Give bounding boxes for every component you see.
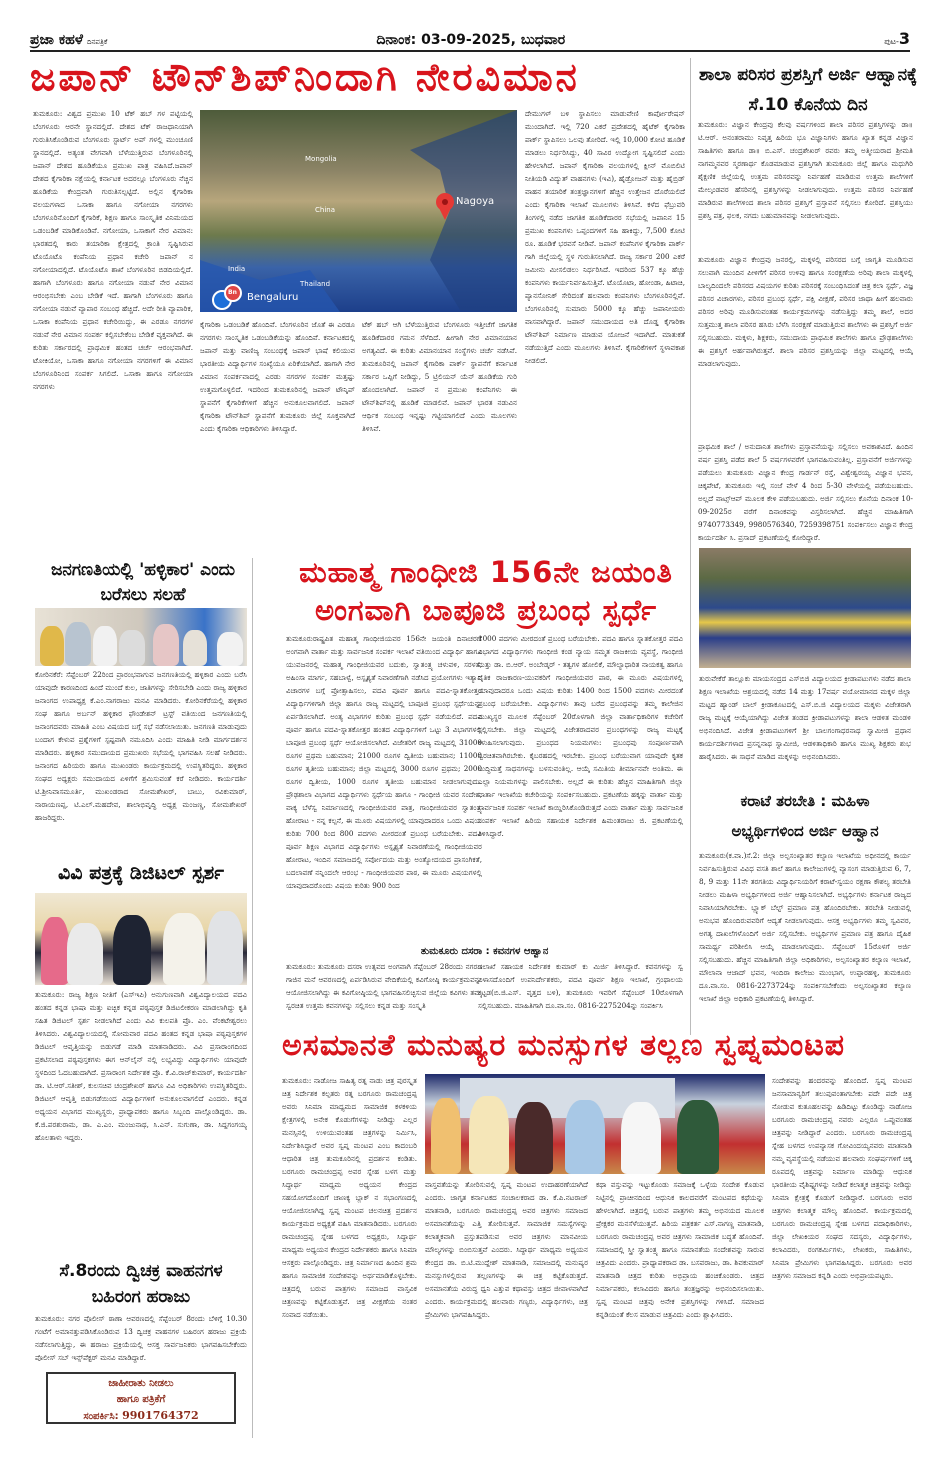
ocean-shape <box>410 110 517 312</box>
article-gandhi-col1: ತುಮಕೂರುರಾಷ್ಟ್ರಪಿತ ಮಹಾತ್ಮ ಗಾಂಧೀಜಿಯವರ 156ನೇ ಜಯಂತಿ ದಿನಾಚರಣೆ ಅಂಗವಾಗಿ ವಾರ್ತಾ ಮತ್ತು ಸಾರ್ವಜನಿಕ ಸಂಪರ್ಕ ಇಲಾಖೆ ವತಿಯಿಂದ ವಿದ್ಯಾರ್ಥಿ ಹಾಗೂ ಯುವಜನರಲ್ಲಿ ಮಹಾತ್ಮ ಗಾಂಧೀಜಿಯವರ ಬದುಕು, ಸ್ವಾತಂತ್ರ್ಯ ಚಳುವಳಿ, ಸರಳತೆ, ಅಹಿಂಸಾ ಮಾರ್ಗ, ಸಹಬಾಳ್ವೆ, ಅಸ್ಪೃಶ್ಯತೆ ನಿವಾರಣೆಗಾಗಿ ನಡೆಸಿದ ಪ್ರಯೋಗಗಳು ಇತ್ಯಾದಿ ವಿಚಾರಗಳ ಬಗ್ಗೆ ಪ್ರೋತ್ಸಾಹಿಸಲು, ಪದವಿ ಪೂರ್ವ ಹಾಗೂ ಪದವಿ-ಸ್ನಾತಕೋತ್ತರ ವಿದ್ಯಾರ್ಥಿಗಳಿಗಾಗಿ ಜಿಲ್ಲಾ ಹಾಗೂ ರಾಜ್ಯ ಮಟ್ಟದಲ್ಲಿ ಬಾಪೂಜಿ ಪ್ರಬಂಧ ಸ್ಪರ್ಧೆಯನ್ನು ಏರ್ಪಡಿಸಲಾಗಿದೆ. ಅಂತ್ಯ ವಿಭಾಗಗಳ ಕುರಿತು ಪ್ರಬಂಧ ಸ್ಪರ್ಧೆ ನಡೆಯಲಿದೆ. ಪದವಿ ಪೂರ್ವ ಹಾಗೂ ಪದವಿ-ಸ್ನಾತಕೋತ್ತರ ಹಂತದ ವಿದ್ಯಾರ್ಥಿಗಳಿಗೆ ಒಟ್ಟು 3 ವಿಭಾಗಗಳಲ್ಲಿ ಬಾಪೂಜಿ ಪ್ರಬಂಧ ಸ್ಪರ್ಧೆ ಆಯೋಜಿಸಲಾಗಿದೆ. ವಿಜೇತರಿಗೆ ರಾಜ್ಯ ಮಟ್ಟದಲ್ಲಿ 31000 ರೂಗಳ ಪ್ರಥಮ ಬಹುಮಾನ; 21000 ರೂಗಳ ದ್ವಿತೀಯ ಬಹುಮಾನ; 11000 ರೂಗಳ ತೃತೀಯ ಬಹುಮಾನ; ಜಿಲ್ಲಾ ಮಟ್ಟದಲ್ಲಿ 3000 ರೂಗಳ ಪ್ರಥಮ; 2000 ರೂಗಳ ದ್ವಿತೀಯ, 1000 ರೂಗಳ ತೃತೀಯ ಬಹುಮಾನ ನೀಡಲಾಗುವುದು. ಪ್ರೌಢಶಾಲಾ ವಿಭಾಗದ ವಿದ್ಯಾರ್ಥಿಗಳು ಸ್ಪರ್ಧೆಯ ಹಾಗೂ - ಗಾಂಧೀಜಿ ಯವರ ಸಂದೇಶ, ವಾಕ್ಯ ಬೆಳೆಸ್ವ ನಿರ್ಮಾಣದಲ್ಲಿ ಗಾಂಧೀಜಿಯವರ ಪಾತ್ರ, ಗಾಂಧೀಜಿಯವರ ಸ್ವಾತಂತ್ರ್ಯ ಹೋರಾಟ - ನನ್ನ ಕಲ್ಪನೆ, ಈ ಮೂರು ವಿಷಯಗಳಲ್ಲಿ ಯಾವುದಾದರೂ ಒಂದು ವಿಷಯ ಕುರಿತು 700 ರಿಂದ 800 ಪದಗಳು ಮೀರದಂತೆ ಪ್ರಬಂಧ ಬರೆಯಬೇಕು. ಪದವಿ ಪೂರ್ವ ಶಿಕ್ಷಣ ವಿಭಾಗದ ವಿದ್ಯಾರ್ಥಿಗಳು ಅಸ್ಪೃಶ್ಯತೆ ನಿವಾರಣೆಯಲ್ಲಿ ಗಾಂಧೀಜಿಯವರ ಹೋರಾಟ, ಇಂದಿನ ಸಮಾಜದಲ್ಲಿ ಸರ್ವೋದಯ ಮತ್ತು ಅಂತ್ಯೋದಯದ ಪ್ರಾಸಂಗಿಕತೆ, ಬದಲಾವಣೆ ನನ್ನಿಂದಲೇ ಆರಂಭ - ಗಾಂಧೀಜಿಯವರ ಪಾಠ, ಈ ಮೂರು ವಿಷಯಗಳಲ್ಲಿ ಯಾವುದಾದರೊಂದು ವಿಷಯ ಕುರಿತು 900 ರಿಂದ <box>286 634 482 890</box>
article-hallikara-body: ಕೋರಿನಕೆರೆ: ಸೆಪ್ಟೆಂಬರ್ 22ರಿಂದ ಪ್ರಾರಂಭವಾಗುವ ಜನಗಣತಿಯಲ್ಲಿ ಹಳ್ಳಿಕಾರ ಎಂದು ಬರೆಸಿ ಯಾವುದೇ ಕಾರಣದಿಂದ ಹಿಂದೆ ಮುಂದೆ ಕುಲ, ಜಾತಿಗಳನ್ನು ಸೇರಿಸಬೇಡಿ ಎಂದು ರಾಜ್ಯ ಹಳ್ಳಿಕಾರ ಜನಾಂಗದ ಉಪಾಧ್ಯಕ್ಷ ಕೆ.ಎಂ.ನಾಗರಾಜು ಮನವಿ ಮಾಡಿದರು. ಕೋರಿನಕೆರೆಯಲ್ಲಿ ಹಳ್ಳಿಕಾರ ಸಂಘ ಹಾಗೂ ಅರ್ಬನ್ ಹಳ್ಳಿಕಾರ ಫೌಂಡೇಶನ್ ಟ್ರಸ್ಟ್ ವತಿಯಿಂದ ಜನಗಣತಿಯಲ್ಲಿ ಜನಾಂಗದವರು ಮಾಹಿತಿ ಎಂಬ ವಿಷಯದ ಬಗ್ಗೆ ಸಭೆ ನಡೆಸಲಾಯಿತು. ಜನಗಣತಿ ಮಾಡುವುದು ಬಂದಾಗ ಕೇಳುವ ಪ್ರಶ್ನೆಗಳಿಗೆ ಸ್ಪಷ್ಟವಾಗಿ ನಮೂದಿಸಿ ಎಂದು ಮಾಹಿತಿ ನೀಡಿ ಮಾರ್ಗದರ್ಶನ ಮಾಡಿದರು. ಹಳ್ಳಿಕಾರ ಸಮುದಾಯದ ಪ್ರಮುಖರು ಸಭೆಯಲ್ಲಿ ಭಾಗವಹಿಸಿ ಸಲಹೆ ನೀಡಿದರು. ಜನಾಂಗದ ಹಿರಿಯರು ಹಾಗೂ ಮುಖಂಡರು ಕಾರ್ಯಕ್ರಮದಲ್ಲಿ ಉಪಸ್ಥಿತರಿದ್ದರು. ಹಳ್ಳಿಕಾರ ಸಂಘದ ಅಧ್ಯಕ್ಷರು ಸಮುದಾಯದ ಏಳಿಗೆಗೆ ಶ್ರಮಿಸುವಂತೆ ಕರೆ ನೀಡಿದರು. ಕಾರ್ಯದರ್ಶಿ ಟಿ.ಶ್ರೀನಿವಾಸಮೂರ್ತಿ, ಮುಖಂಡರಾದ ಸೋಮಶೇಖರ್, ಬಾಬು, ರವಿಕುಮಾರ್, ನಾರಾಯಣಪ್ಪ, ಟಿ.ಎಲ್.ಮಹದೇವ, ಶಾಲಾಭಿವೃದ್ಧಿ ಅಧ್ಯಕ್ಷ ಮಂಜಣ್ಣ, ಸೋಮಶೇಖರ್ ಹಾಜರಿದ್ದರು. <box>35 670 247 822</box>
headline-japan: ಜಪಾನ್ ಟೌನ್‌ಶಿಪ್‌ನಿಂದಾಗಿ ನೇರವಿಮಾನ <box>30 55 580 99</box>
newspaper-brand <box>30 32 107 48</box>
photo-hallikara-meeting <box>35 608 247 666</box>
column-divider <box>252 558 253 1438</box>
ad-line2: ಹಾಗೂ ಪತ್ರಿಕೆಗೆ <box>116 1394 166 1405</box>
headline-digital-touch: ವಿವಿ ಪತ್ರಕ್ಕೆ ಡಿಜಿಟಲ್ ಸ್ಪರ್ಶ <box>58 862 224 884</box>
headline-karate-line2: ಅಭ್ಯರ್ಥಿಗಳಿಂದ ಅರ್ಜಿ ಆಹ್ವಾನ <box>731 822 879 840</box>
ad-line1: ಜಾಹೀರಾತು ನೀಡಲು <box>108 1378 174 1389</box>
masthead <box>30 30 910 52</box>
map-label-mongolia: Mongolia <box>305 155 337 163</box>
article-dasara-col2: ಇಲಾಖೆ ಸಹಾಯಕ ನಿರ್ದೇಶಕ ಕುಮಾರ್ ಕು ಮಿರ್ಜಿ ತಿಳಿಸಿದ್ದಾರೆ. ಕವನಗಳನ್ನು ಸ್ವ ವಿಳಾಸದೊಂದಿಗೆ ಉಪನಿರ್ದೇಶಕರು, ಪದವಿ ಪೂರ್ವ ಶಿಕ್ಷಣ ಇಲಾಖೆ, ಗ್ರಂಥಾಲಯ ಕಟ್ಟಡ(ಬಿ.ಜಿ.ಎಸ್. ವೃತ್ತದ ಬಳಿ), ತುಮಕೂರು ಇವರಿಗೆ ಸೆಪ್ಟೆಂಬರ್ 10ರೊಳಗಾಗಿ ಸಲ್ಲಿಸಬಹುದು. ಮಾಹಿತಿಗಾಗಿ ದೂ.ವಾ.ಸಂ. 0816-2275204ನ್ನು ಸಂಪರ್ಕಿಸಿ <box>478 962 683 1010</box>
article-japan-col4: ದೇಮುಗಳ್ ಬಳಿ ಸ್ಥಾಪಿಸಲು ಮಾಡುವೇಣಿ ಕಾರ್ಪೋರೇಷನ್ ಮುಂದಾಗಿದೆ. ಇಲ್ಲಿ 720 ಎಕರೆ ಪ್ರದೇಶದಲ್ಲಿ ಹೈಟೆಕ್ ಕೈಗಾರಿಕಾ ಪಾರ್ಕ್ ಸ್ಥಾಪಿಸಲು ಒಲವು ತೋರಿದೆ. ಇಲ್ಲಿ 10,000 ಕೋಟಿ ಹೂಡಿಕೆ ಮಾಡಲು ನಿರ್ಧರಿಸಿದ್ದು, 40 ಸಾವಿರ ಉದ್ಯೋಗ ಸೃಷ್ಟಿಸಲಿದೆ ಎಂದು ಹೇಳಲಾಗಿದೆ. ಜಪಾನ್ ಕೈಗಾರಿಕಾ ವಲಯಗಳಲ್ಲಿ ಕ್ಲೀನ್ ಮೊಬಿಲಿಟಿ ನೀತಿಯಡಿ ವಿದ್ಯುತ್ ವಾಹನಗಳು (ಇವಿ), ಹೈಡ್ರೋಜನ್ ಮತ್ತು ಹೈಬ್ರಿಡ್ ವಾಹನ ತಯಾರಿಕೆ ತಂತ್ರಜ್ಞಾನಗಳಿಗೆ ಹೆಚ್ಚಿನ ಉತ್ತೇಜನ ದೊರೆಯಲಿದೆ ಎಂದು ಕೈಗಾರಿಕಾ ಇಲಾಖೆ ಮೂಲಗಳು ತಿಳಿಸಿವೆ. ಕಳೆದ ಫೆಬ್ರುವರಿ ತಿಂಗಳಲ್ಲಿ ನಡೆದ ಜಾಗತಿಕ ಹೂಡಿಕೆದಾರರ ಸಭೆಯಲ್ಲಿ ಜಪಾನಿನ 15 ಪ್ರಮುಖ ಕಂಪನಿಗಳು ಒಪ್ಪಂದಗಳಿಗೆ ಸಹಿ ಹಾಕಿದ್ದು, 7,500 ಕೋಟಿ ರೂ. ಹೂಡಿಕೆ ಭರವಸೆ ನೀಡಿವೆ. ಜಪಾನ್ ಕಂಪೆನಿಗಳ ಕೈಗಾರಿಕಾ ಪಾರ್ಕ್ ಗಾಗಿ ಜಿಲ್ಲೆಯಲ್ಲಿ ಸ್ಥಳ ಗುರುತಿಸಲಾಗಿದೆ. ರಾಜ್ಯ ಸರ್ಕಾರ 200 ಎಕರೆ ಜಮೀನು ಮೀಸಲಿಡಲು ನಿರ್ಧರಿಸಿದೆ. ಇದರಿಂದ 537 ಕ್ಕೂ ಹೆಚ್ಚು ಕಂಪನಿಗಳು ಕಾರ್ಯನಿರ್ವಹಿಸುತ್ತಿವೆ. ಟೊಯೊಟಾ, ಹೋಂಡಾ, ಹಿಟಾಚಿ, ಪ್ಯಾನಸೋನಿಕ್ ಸೇರಿದಂತೆ ಹಲವಾರು ಕಂಪನಿಗಳು ಬೆಂಗಳೂರಿನಲ್ಲಿವೆ. ಬೆಂಗಳೂರಿನಲ್ಲಿ ಸುಮಾರು 5000 ಕ್ಕೂ ಹೆಚ್ಚು ಜಪಾನೀಯರು ವಾಸವಾಗಿದ್ದಾರೆ. ಜಪಾನ್ ಸಮುದಾಯದ ಅತಿ ದೊಡ್ಡ ಕೈಗಾರಿಕಾ ಟೌನ್‌ಶಿಪ್ ನಿರ್ಮಾಣ ಮಾಡುವ ಯೋಜನೆ ಇದಾಗಿದೆ. ಮಾತುಕತೆ ನಡೆಯುತ್ತಿದೆ ಎಂದು ಮೂಲಗಳು ತಿಳಿಸಿವೆ. ಕೈಗಾರಿಕೆಗಳಿಗೆ ಸ್ಥಳಾವಕಾಶ ನೀಡಲಿದೆ. <box>525 109 685 365</box>
ad-contact <box>48 1408 234 1425</box>
issue-date: ದಿನಾಂಕ: 03-09-2025, ಬುಧವಾರ <box>376 32 566 48</box>
headline-mantapa: ಅಸಮಾನತೆ ಮನುಷ್ಯರ ಮನಸ್ಸುಗಳ ತಲ್ಲಣ ಸ್ವಪ್ನಮಂಟಪ <box>282 1028 846 1063</box>
map-label-thailand: Thailand <box>300 280 331 288</box>
article-auction-body: ತುಮಕೂರು: ನಗರ ಪೊಲೀಸ್ ಠಾಣಾ ಆವರಣದಲ್ಲಿ ಸೆಪ್ಟೆಂಬರ್ 8ರಂದು ಬೆಳಿಗ್ಗೆ 10.30 ಗಂಟೆಗೆ ಅಮಾನತ್ತುಪಡಿಸಿಕೊಂಡಿರುವ 13 ದ್ವಿಚಕ್ರ ವಾಹನಗಳ ಬಹಿರಂಗ ಹರಾಜು ಪ್ರಕ್ರಿಯೆ ನಡೆಸಲಾಗುತ್ತಿದ್ದು, ಈ ಹರಾಜು ಪ್ರಕ್ರಿಯೆಯಲ್ಲಿ ಆಸಕ್ತ ಸಾರ್ವಜನಿಕರು ಭಾಗವಹಿಸಬೇಕೆಂದು ಪೊಲೀಸ್ ಸಬ್ ಇನ್ಸ್‌ಪೆಕ್ಟರ್ ಮನವಿ ಮಾಡಿದ್ದಾರೆ. <box>35 1314 247 1362</box>
article-japan-col2: ಕೈಗಾರಿಕಾ ಒಡಂಬಡಿಕೆ ಹೊಂದಿವೆ. ಬೆಂಗಳೂರಿನ ಜೊತೆ ಈ ಎರಡೂ ನಗರಗಳು ಸಾಂಸ್ಕೃತಿಕ ಒಡಂಬಡಿಕೆಯನ್ನು ಹೊಂದಿವೆ. ಕರ್ನಾಟಕದಲ್ಲಿ ಜಪಾನ್ ಮತ್ತು ವಾಣಿಜ್ಯ ಸಂಬಂಧಕ್ಕೆ ಜಪಾನ್ ಭಾಷೆ ಕಲಿಯುವ ಭಾರತೀಯ ವಿದ್ಯಾರ್ಥಿಗಳ ಸಂಖ್ಯೆಯೂ ಏರಿಕೆಯಾಗಿದೆ. ಹಾಗಾಗಿ ನೇರ ವಿಮಾನ ಸಂಪರ್ಕವಾದಲ್ಲಿ ಎರಡು ನಗರಗಳ ಸಂಪರ್ಕ ಮತ್ತಷ್ಟು ಉತ್ತಮಗೊಳ್ಳಲಿದೆ. ಇದರಿಂದ ತುಮಕೂರಿನಲ್ಲಿ ಜಪಾನ್ ಟೌನ್ಶಿಪ್ ಸ್ಥಾಪನೆಗೆ ಕೈಗಾರಿಕೆಗಳಿಗೆ ಹೆಚ್ಚಿನ ಅನುಕೂಲವಾಗಲಿದೆ. ಜಪಾನ್ ಕೈಗಾರಿಕಾ ಟೌನ್‌ಶಿಪ್ ಸ್ಥಾಪನೆಗೆ ತುಮಕೂರು ಜಿಲ್ಲೆ ಸೂಕ್ತವಾಗಿದೆ ಎಂದು ಕೈಗಾರಿಕಾ ಆಧಿಕಾರಿಗಳು ತಿಳಿಸಿದ್ದಾರೆ. <box>200 320 355 433</box>
headline-gandhi-line2: ಅಂಗವಾಗಿ ಬಾಪೂಜಿ ಪ್ರಬಂಧ ಸ್ಪರ್ಧೆ <box>314 593 658 627</box>
headline-school-award: ಶಾಲಾ ಪರಿಸರ ಪ್ರಶಸ್ತಿಗೆ ಅರ್ಜಿ ಆಹ್ವಾನಕ್ಕೆ ಸೆ.10 ಕೊನೆಯ ದಿನ <box>698 65 918 115</box>
column-divider <box>690 58 691 553</box>
headline-dasara-poems: ತುಮಕೂರು ದಸರಾ : ಕವನಗಳ ಆಹ್ವಾನ <box>420 946 549 957</box>
headline-gandhi-line1: ಮಹಾತ್ಮ ಗಾಂಧೀಜಿ 156ನೇ ಜಯಂತಿ <box>299 555 673 589</box>
photo-university-event <box>35 893 247 985</box>
brand-tag: ದಿನಪತ್ರಿಕೆ <box>86 38 108 46</box>
article-school-body3: ಪ್ರಾಥಮಿಕ ಶಾಲೆ / ಅನುದಾನಿತ ಶಾಲೆಗಳು ಪ್ರಸ್ತಾವನೆಯನ್ನು ಸಲ್ಲಿಸಲು ಅವಕಾಶವಿದೆ. ಹಿಂದಿನ ವರ್ಷ ಪ್ರಶಸ್ತಿ ಪಡೆದ ಶಾಲೆ 5 ವರ್ಷಗಳವರೆಗೆ ಭಾಗವಹಿಸುವಂತಿಲ್ಲ. ಪ್ರಸ್ತಾವನೆಗೆ ಅರ್ಜಿಗಳನ್ನು ಪಡೆಯಲು ತುಮಕೂರು ವಿಜ್ಞಾನ ಕೇಂದ್ರ ಗಾರ್ಡನ್ ರಸ್ತೆ, ವಿಶ್ವೇಶ್ವರಯ್ಯ ವಿಜ್ಞಾನ ಭವನ, ಚಿಕ್ಕಪೇಟೆ, ತುಮಕೂರು ಇಲ್ಲಿ ಸಂಜೆ ವೇಳೆ 4 ರಿಂದ 5-30 ವೇಳೆಯಲ್ಲಿ ಪಡೆಯಬಹುದು. ಅಲ್ಲದೆ ವಾಟ್ಸ್‌ಆಪ್ ಮೂಲಕ ಕೇಳಿ ಪಡೆಯಬಹುದು. ಅರ್ಜಿ ಸಲ್ಲಿಸಲು ಕೊನೆಯ ದಿನಾಂಕ 10-09-2025ರ ವರೆಗೆ ದಿನಾಂಕವನ್ನು ವಿಸ್ತರಿಸಲಾಗಿದೆ. ಹೆಚ್ಚಿನ ಮಾಹಿತಿಗಾಗಿ 9740773349, 9980576340, 7259398751 ಸಂಪರ್ಕಿಸಲು ವಿಜ್ಞಾನ ಕೇಂದ್ರ ಕಾರ್ಯದರ್ಶಿ ಸಿ. ಪ್ರಸಾದ್ ಪ್ರಕಟಣೆಯಲ್ಲಿ ಕೋರಿದ್ದಾರೆ. <box>698 442 913 542</box>
article-karate-body: ತುಮಕೂರು(ಕ.ವಾ.)ಸೆ.2: ಜಿಲ್ಲಾ ಅಲ್ಪಸಂಖ್ಯಾತರ ಕಲ್ಯಾಣ ಇಲಾಖೆಯ ಅಧೀನದಲ್ಲಿ ಕಾರ್ಯ ನಿರ್ವಹಿಸುತ್ತಿರುವ ವಿವಿಧ ವಸತಿ ಶಾಲೆ ಹಾಗೂ ಕಾಲೇಜುಗಳಲ್ಲಿ ವ್ಯಾಸಂಗ ಮಾಡುತ್ತಿರುವ 6, 7, 8, 9 ಮತ್ತು 11ನೇ ತರಗತಿಯ ವಿದ್ಯಾರ್ಥಿನಿಯರಿಗೆ ಕರಾಟೆ-ಸ್ವಯಂ ರಕ್ಷಣಾ ಕೌಶಲ್ಯ ತರಬೇತಿ ನೀಡಲು ಮಹಿಳಾ ಅಭ್ಯರ್ಥಿಗಳಿಂದ ಅರ್ಜಿ ಆಹ್ವಾನಿಸಲಾಗಿದೆ. ಅಭ್ಯರ್ಥಿಗಳು ಕರ್ನಾಟಕ ರಾಜ್ಯದ ನಿವಾಸಿಯಾಗಿರಬೇಕು. ಬ್ಲ್ಯಾಕ್ ಬೆಲ್ಟ್ ಪ್ರಮಾಣ ಪತ್ರ ಹೊಂದಿರಬೇಕು. ತರಬೇತಿ ನೀಡುವಲ್ಲಿ ಅನುಭವ ಹೊಂದಿರುವವರಿಗೆ ಆದ್ಯತೆ ನೀಡಲಾಗುವುದು. ಆಸಕ್ತ ಅಭ್ಯರ್ಥಿಗಳು ತಮ್ಮ ಸ್ವವಿವರ, ಅಗತ್ಯ ದಾಖಲೆಗಳೊಂದಿಗೆ ಅರ್ಜಿ ಸಲ್ಲಿಸಬೇಕು. ಅಭ್ಯರ್ಥಿಗಳ ಪ್ರಮಾಣ ಪತ್ರ ಹಾಗೂ ದೈಹಿಕ ಸಾಮರ್ಥ್ಯ ಪರಿಶೀಲಿಸಿ ಆಯ್ಕೆ ಮಾಡಲಾಗುವುದು. ಸೆಪ್ಟೆಂಬರ್ 15ರೊಳಗೆ ಅರ್ಜಿ ಸಲ್ಲಿಸಬಹುದು. ಹೆಚ್ಚಿನ ಮಾಹಿತಿಗಾಗಿ ಜಿಲ್ಲಾ ಅಧಿಕಾರಿಗಳು, ಅಲ್ಪಸಂಖ್ಯಾತರ ಕಲ್ಯಾಣ ಇಲಾಖೆ, ಮೌಲಾನಾ ಆಜಾದ್ ಭವನ, ಇಂದಿರಾ ಕಾಲೇಜು ಮುಂಭಾಗ, ಉಪ್ಪಾರಹಳ್ಳಿ, ತುಮಕೂರು ದೂ.ವಾ.ಸಂ. 0816-2273724ನ್ನು ಸಂಪರ್ಕಿಸಬೇಕೆಂದು ಅಲ್ಪಸಂಖ್ಯಾತರ ಕಲ್ಯಾಣ ಇಲಾಖೆ ಜಿಲ್ಲಾ ಅಧಿಕಾರಿ ಪ್ರಕಟಣೆಯಲ್ಲಿ ತಿಳಿಸಿದ್ದಾರೆ. <box>699 851 911 1003</box>
article-gandhi-col2: 1000 ಪದಗಳು ಮೀರದಂತೆ ಪ್ರಬಂಧ ಬರೆಯಬೇಕು. ಪದವಿ ಹಾಗೂ ಸ್ನಾತಕೋತ್ತರ ಪದವಿ ವಿಭಾಗದ ವಿದ್ಯಾರ್ಥಿಗಳು ಗಾಂಧೀಜಿ ಕಂಡ ನ್ಯಾಯ ಸಮ್ಮತ ರಾಜಕೀಯ ವ್ಯವಸ್ಥೆ, ಗಾಂಧೀಜಿ ಮತ್ತು ಡಾ. ಬಿ.ಆರ್. ಅಂಬೇಡ್ಕರ್ - ತತ್ವಗಳ ಹೋಲಿಕೆ, ಮೌಲ್ಯಾಧಾರಿತ ನಾಯಕತ್ವ ಹಾಗೂ ನೈತಿಕ ರಾಜಕಾರಣ-ಯುವಕರಿಗೆ ಗಾಂಧೀಜಿಯವರ ಪಾಠ, ಈ ಮೂರು ವಿಷಯಗಳಲ್ಲಿ ಯಾವುದಾದರೂ ಒಂದು ವಿಷಯ ಕುರಿತು 1400 ರಿಂದ 1500 ಪದಗಳು ಮೀರದಂತೆ ಪ್ರಬಂಧ ಬರೆಯಬೇಕು. ವಿದ್ಯಾರ್ಥಿಗಳು ತಾವು ಬರೆದ ಪ್ರಬಂಧವನ್ನು ತಮ್ಮ ಕಾಲೇಜಿನ ಮುಖ್ಯಸ್ಥರ ಮೂಲಕ ಸೆಪ್ಟೆಂಬರ್ 20ರೊಳಗಾಗಿ ಜಿಲ್ಲಾ ವಾರ್ತಾಧಿಕಾರಿಗಳ ಕಚೇರಿಗೆ ಸಲ್ಲಿಸಬೇಕು. ಜಿಲ್ಲಾ ಮಟ್ಟದಲ್ಲಿ ವಿಜೇತರಾದವರ ಪ್ರಬಂಧಗಳನ್ನು ರಾಜ್ಯ ಮಟ್ಟಕ್ಕೆ ಕಳುಹಿಸಲಾಗುವುದು. ಪ್ರಬಂಧದ ನಿಯಮಗಳು: ಪ್ರಬಂಧವು ಸಂಪೂರ್ಣವಾಗಿ ಸ್ವರಚಿತವಾಗಿರಬೇಕು. ಕೈಬರಹದಲ್ಲಿ ಇರಬೇಕು. ಪ್ರಬಂಧ ಬರೆಯುವಾಗ ಯಾವುದೇ ಕೃತಕ ಬುದ್ಧಿಮತ್ತೆ ಸಾಧನಗಳನ್ನು ಬಳಸುವಂತಿಲ್ಲ. ಆಯ್ಕೆ ಸಮಿತಿಯ ತೀರ್ಮಾನವೇ ಅಂತಿಮ. ಈ ಎಲ್ಲಾ ನಿಯಮಗಳನ್ನು ಪಾಲಿಸಬೇಕು. ಅಲ್ಲದೆ ಈ ಕುರಿತು ಹೆಚ್ಚಿನ ಮಾಹಿತಿಗಾಗಿ ಜಿಲ್ಲಾ ವಾರ್ತಾ ಇಲಾಖೆಯ ಕಚೇರಿಯನ್ನು ಸಂಪರ್ಕಿಸಬಹುದು. ಪ್ರಕಟಣೆಯ ಹಕ್ಕನ್ನು ವಾರ್ತಾ ಮತ್ತು ಸಾರ್ವಜನಿಕ ಸಂಪರ್ಕ ಇಲಾಖೆ ಕಾಯ್ದಿರಿಸಿಕೊಂಡಿರುತ್ತದೆ ಎಂದು ವಾರ್ತಾ ಮತ್ತು ಸಾರ್ವಜನಿಕ ಸಂಪರ್ಕ ಇಲಾಖೆ ಹಿರಿಯ ಸಹಾಯಕ ನಿರ್ದೇಶಕ ಹಿಮಂತರಾಜು ಜಿ. ಪ್ರಕಟಣೆಯಲ್ಲಿ ತಿಳಿಸಿದ್ದಾರೆ. <box>478 634 683 838</box>
article-school-body2: ತುಮಕೂರು ವಿಜ್ಞಾನ ಕೇಂದ್ರವು ಜನರಲ್ಲಿ, ಮಕ್ಕಳಲ್ಲಿ ಪರಿಸರದ ಬಗ್ಗೆ ಜಾಗೃತಿ ಮೂಡಿಸುವ ಸಲುವಾಗಿ ಮುಂದಿನ ಪೀಳಿಗೆಗೆ ಪರಿಸರ ಉಳಿವು ಹಾಗೂ ಸಂರಕ್ಷಣೆಯ ಅರಿವು ಶಾಲಾ ಮಕ್ಕಳಲ್ಲಿ ಬಾಲ್ಯದಿಂದಲೇ ಪರಿಸರದ ವಿಷಯಗಳ ಕುರಿತು ಪರಿಸರಕ್ಕೆ ಸಂಬಂಧಿಸಿದಂತೆ ಚಿತ್ರ ಕಲಾ ಸ್ಪರ್ಧೆ, ವಿಜ್ಞ ಪರಿಸರ ವಿಚಾರಗಳು, ಪರಿಸರ ಪ್ರಬಂಧ ಸ್ಪರ್ಧೆ, ಪಕ್ಷಿ ವೀಕ್ಷಣೆ, ಪರಿಸರ ಜಾಥಾ ಹೀಗೆ ಹಲವಾರು ಪರಿಸರ ಅರಿವು ಮೂಡಿಸುವಂತಹ ಕಾರ್ಯಕ್ರಮಗಳನ್ನು ನಡೆಸುತ್ತಿದ್ದು ತಮ್ಮ ಶಾಲೆ, ಅದರ ಸುತ್ತಮುತ್ತ ಶಾಲಾ ಪರಿಸರ ಹಸಿರು ಬೆಳೆಸಿ ಸಂರಕ್ಷಣೆ ಮಾಡುತ್ತಿರುವ ಶಾಲೆಗಳು ಈ ಪ್ರಶಸ್ತಿಗೆ ಅರ್ಜಿ ಸಲ್ಲಿಸಬಹುದು. ಮಕ್ಕಳು, ಶಿಕ್ಷಕರು, ಸಮುದಾಯ ಪ್ರಾಥಮಿಕ ಶಾಲೆಗಳು ಹಾಗೂ ಪ್ರೌಢಶಾಲೆಗಳು ಈ ಪ್ರಶಸ್ತಿಗೆ ಅರ್ಹವಾಗಿರುತ್ತವೆ. ಶಾಲಾ ಪರಿಸರ ಪ್ರಶಸ್ತಿಯನ್ನು ಜಿಲ್ಲಾ ಮಟ್ಟದಲ್ಲಿ ಆಯ್ಕೆ ಮಾಡಲಾಗುವುದು. <box>698 255 913 368</box>
photo-swapna-mantapa-event <box>425 1074 765 1174</box>
ad-contact-label: ಸಂಪರ್ಕಿಸಿ: <box>83 1411 119 1422</box>
article-digital-body: ತುಮಕೂರು: ರಾಜ್ಯ ಶಿಕ್ಷಣ ನೀತಿಗೆ (ಎಸ್‌ಇಪಿ) ಅನುಗುಣವಾಗಿ ವಿಶ್ವವಿದ್ಯಾಲಯದ ಪದವಿ ಹಂತದ ಕನ್ನಡ ಭಾಷಾ ಮತ್ತು ಐಚ್ಛಿಕ ಕನ್ನಡ ಪಠ್ಯಪುಸ್ತಕ ಡಿಜಿಟಲೀಕರಣ ಮಾಡಲಾಗಿದ್ದು ಕೃತಿ ಸಹಿತ ಡಿಜಿಟಲ್ ಸ್ಪರ್ಶ ನೀಡಲಾಗಿದೆ ಎಂದು ವಿವಿ ಕುಲಪತಿ ಪ್ರೊ. ಎಂ. ವೆಂಕಟೇಶ್ವರಲು ತಿಳಿಸಿದರು. ವಿಶ್ವವಿದ್ಯಾಲಯದಲ್ಲಿ ಸೋಮವಾರ ಪದವಿ ಹಂತದ ಕನ್ನಡ ಭಾಷಾ ಪಠ್ಯಪುಸ್ತಕಗಳ ಡಿಜಿಟಲ್ ಆವೃತ್ತಿಯನ್ನು ಬಿಡುಗಡೆ ಮಾಡಿ ಮಾತನಾಡಿದರು. ವಿವಿ ಪ್ರಸಾರಾಂಗದಿಂದ ಪ್ರಕಟಿಸಲಾದ ಪಠ್ಯಪುಸ್ತಕಗಳು ಈಗ ಆನ್‌ಲೈನ್ ನಲ್ಲಿ ಲಭ್ಯವಿದ್ದು ವಿದ್ಯಾರ್ಥಿಗಳು ಯಾವುದೇ ಸ್ಥಳದಿಂದ ಓದಬಹುದಾಗಿದೆ. ಪ್ರಸಾರಾಂಗ ನಿರ್ದೇಶಕ ಪ್ರೊ. ಕೆ.ವಿ.ರಾಜ್‌ಕುಮಾರ್, ಕಾರ್ಯದರ್ಶಿ ಡಾ. ಟಿ.ಆರ್.ಸತೀಶ್, ಕುಲಸಚಿವ ಚಂದ್ರಶೇಖರ್ ಹಾಗೂ ವಿವಿ ಅಧಿಕಾರಿಗಳು ಉಪಸ್ಥಿತರಿದ್ದರು. ಡಿಜಿಟಲ್ ಆವೃತ್ತಿ ಬಿಡುಗಡೆಯಿಂದ ವಿದ್ಯಾರ್ಥಿಗಳಿಗೆ ಅನುಕೂಲವಾಗಲಿದೆ ಎಂದರು. ಕನ್ನಡ ಅಧ್ಯಯನ ವಿಭಾಗದ ಮುಖ್ಯಸ್ಥರು, ಪ್ರಾಧ್ಯಾಪಕರು ಹಾಗೂ ಸಿಬ್ಬಂದಿ ಪಾಲ್ಗೊಂಡಿದ್ದರು. ಡಾ. ಕೆ.ಜಿ.ಪರಶುರಾಮ, ಡಾ. ಎ.ಎಂ. ಮಂಜುನಾಥ, ಸಿ.ಎನ್. ಸುಗುಣಾ, ಡಾ. ಸಿದ್ದಗಂಗಯ್ಯ ಹೊಲತಾಳು ಇದ್ದರು. <box>35 990 247 1142</box>
photo-handball-team <box>699 548 911 668</box>
article-japan-col1: ತುಮಕೂರು: ವಿಶ್ವದ ಪ್ರಮುಖ 10 ಟೆಕ್ ಹಬ್ ಗಳ ಪಟ್ಟಿಯಲ್ಲಿ ಬೆಂಗಳೂರು ಆರನೇ ಸ್ಥಾನದಲ್ಲಿದೆ. ದೇಶದ ಟೆಕ್ ರಾಜಧಾನಿಯಾಗಿ ಗುರುತಿಸಿಕೊಂಡಿರುವ ಬೆಂಗಳೂರು ಸ್ಟಾರ್ಟ್ ಅಪ್ ಗಳಲ್ಲಿ ಮುಂಚೂಣಿ ಸ್ಥಾನದಲ್ಲಿದೆ. ಅತ್ಯಂತ ವೇಗವಾಗಿ ಬೆಳೆಯುತ್ತಿರುವ ಬೆಂಗಳೂರಿನಲ್ಲಿ ಜಪಾನ್ ದೇಶದ ಹೂಡಿಕೆಯೂ ಪ್ರಮುಖ ಪಾತ್ರ ವಹಿಸಿದೆ.ಜಪಾನ್ ದೇಶದ ಕೈಗಾರಿಕಾ ನಕ್ಷೆಯಲ್ಲಿ ಕರ್ನಾಟಕ ಅದರಲ್ಲೂ ಬೆಂಗಳೂರು ನೆಚ್ಚಿನ ಹೂಡಿಕೆಯ ಕೇಂದ್ರವಾಗಿ ಗುರುತಿಸಲ್ಪಟ್ಟಿದೆ. ಅಲ್ಲಿನ ಕೈಗಾರಿಕಾ ವಲಯಗಳಾದ ಒಸಾಕಾ ಹಾಗೂ ನಗೋಯಾ ನಗರಗಳು ಬೆಂಗಳೂರಿನೊಂದಿಗೆ ಕೈಗಾರಿಕೆ, ಶಿಕ್ಷಣ ಹಾಗೂ ಸಾಂಸ್ಕೃತಿಕ ವಿನಿಮಯದ ಒಡಂಬಡಿಕೆ ಮಾಡಿಕೊಂಡಿವೆ. ನಗೋಯಾ, ಒಸಾಕಾಗೆ ನೇರ ವಿಮಾನ: ಭಾರತದಲ್ಲಿ ಕಾರು ತಯಾರಿಕಾ ಕ್ಷೇತ್ರದಲ್ಲಿ ಕ್ರಾಂತಿ ಸೃಷ್ಟಿಸಿರುವ ಟೊಯೊಟೊ ಕಂಪೆನಿಯ ಪ್ರಧಾನ ಕಚೇರಿ ಜಪಾನ್ ನ ನಗೋಯಾದಲ್ಲಿದೆ. ಟೊಯೊಟೊ ಶಾಖೆ ಬೆಂಗಳೂರಿನ ಬಿಡದಿಯಲ್ಲಿದೆ. ಹಾಗಾಗಿ ಬೆಂಗಳೂರು ಹಾಗೂ ನಗೋಯಾ ನಡುವೆ ನೇರ ವಿಮಾನ ಆರಂಭಿಸಬೇಕು ಎಂಬ ಬೇಡಿಕೆ ಇದೆ. ಹಾಗಾಗಿ ಬೆಂಗಳೂರು ಹಾಗೂ ನಗೋಯಾ ನಡುವೆ ವ್ಯಾಪಾರ ಸಂಬಂಧ ಹೆಚ್ಚಿದೆ. ಅದೇ ರೀತಿ ವ್ಯಾಪಾರಿಕ, ಒಸಾಕಾ ಕಂಪೆನಿಯ ಪ್ರಧಾನ ಕಚೇರಿಯಿದ್ದು, ಈ ಎರಡೂ ನಗರಗಳ ನಡುವೆ ನೇರ ವಿಮಾನ ಸಂಪರ್ಕ ಕಲ್ಪಿಸಬೇಕೆಂಬ ಬೇಡಿಕೆ ವ್ಯಕ್ತವಾಗಿದೆ. ಈ ಕುರಿತು ಸರ್ಕಾರದಲ್ಲಿ ಪ್ರಾಥಮಿಕ ಹಂತದ ಚರ್ಚೆ ಆರಂಭವಾಗಿದೆ. ಟೋಕಿಯೋ, ಒಸಾಕಾ ಹಾಗೂ ನಗೋಯಾ ನಗರಗಳಿಗೆ ಈ ವಿಮಾನ ಬೆಂಗಳೂರಿನಿಂದ ಸಂಪರ್ಕ ಸಿಗಲಿದೆ. ಒಸಾಕಾ ಹಾಗೂ ನಗೋಯಾ ನಗರಗಳು <box>33 109 193 391</box>
article-japan-col3: ಟೆಕ್ ಹಬ್ ಆಗಿ ಬೆಳೆಯುತ್ತಿರುವ ಬೆಂಗಳೂರು ಇತ್ತೀಚೆಗೆ ಜಾಗತಿಕ ಹೂಡಿಕೆದಾರರ ಗಮನ ಸೆಳೆದಿದೆ. ಹೀಗಾಗಿ ನೇರ ವಿಮಾನಯಾನ ಅಗತ್ಯವಿದೆ. ಈ ಕುರಿತು ವಿಮಾನಯಾನ ಸಂಸ್ಥೆಗಳು ಚರ್ಚೆ ನಡೆಸಿವೆ. ತುಮಕೂರಿನಲ್ಲಿ ಜಪಾನ್ ಕೈಗಾರಿಕಾ ಪಾರ್ಕ್ ಸ್ಥಾಪನೆಗೆ ಕರ್ನಾಟಕ ಸರ್ಕಾರ ಒಪ್ಪಿಗೆ ನೀಡಿದ್ದು, 5 ಟ್ರಿಲಿಯನ್ ಯೆನ್ ಹೂಡಿಕೆಯ ಗುರಿ ಹೊಂದಲಾಗಿದೆ. ಜಪಾನ್ ನ ಪ್ರಮುಖ ಕಂಪೆನಿಗಳು ಈ ಟೌನ್‌ಶಿಪ್‌ನಲ್ಲಿ ಹೂಡಿಕೆ ಮಾಡಲಿವೆ. ಜಪಾನ್ ಭಾರತ ನಡುವಿನ ಆರ್ಥಿಕ ಸಂಬಂಧ ಇನ್ನಷ್ಟು ಗಟ್ಟಿಯಾಗಲಿದೆ ಎಂದು ಮೂಲಗಳು ತಿಳಿಸಿವೆ. <box>362 320 517 433</box>
map-image <box>200 110 517 312</box>
article-dasara-col1: ತುಮಕೂರು: ತುಮಕೂರು ದಸರಾ ಉತ್ಸವದ ಅಂಗವಾಗಿ ಸೆಪ್ಟೆಂಬರ್ 28ರಂದು ನಗರದ ಗಾಜಿನ ಮನೆ ಆವರಣದಲ್ಲಿ ಏರ್ಪಡಿಸಿರುವ ವೇದಿಕೆಯಲ್ಲಿ ಕವಿಗೋಷ್ಠಿ ಕಾರ್ಯಕ್ರಮವನ್ನು ಆಯೋಜಿಸಲಾಗಿದ್ದು ಈ ಕವಿಗೋಷ್ಠಿಯಲ್ಲಿ ಭಾಗವಹಿಸಲಿಚ್ಛಿಸುವ ಜಿಲ್ಲೆಯ ಕವಿಗಳು ತಮ್ಮ ಸ್ವರಚಿತ ಉತ್ತಮ ಕವನಗಳನ್ನು ಸಲ್ಲಿಸಲು ಕನ್ನಡ ಮತ್ತು ಸಂಸ್ಕೃತಿ <box>286 962 482 1010</box>
article-school-body1: ತುಮಕೂರು: ವಿಜ್ಞಾನ ಕೇಂದ್ರವು ಕೆಲವು ವರ್ಷಗಳಿಂದ ಶಾಲಾ ಪರಿಸರ ಪ್ರಶಸ್ತಿಗಳನ್ನು ಡಾ॥ ಟಿ.ಆರ್. ಅನಂತರಾಮು ನಿವೃತ್ತ ಹಿರಿಯ ಭೂ ವಿಜ್ಞಾನಿಗಳು ಹಾಗೂ ಖ್ಯಾತ ಕನ್ನಡ ವಿಜ್ಞಾನ ಸಾಹಿತಿಗಳು ಹಾಗೂ ಡಾ॥ ಬಿ.ಎಸ್. ಚಂದ್ರಶೇಖರ್ ರವರು ತಮ್ಮ ಅತ್ಮೀಯರಾದ ಶ್ರೀಮತಿ ನಾಗಮ್ಮನವರ ಸ್ಮರಣಾರ್ಥ ಕೊಡಮಾಡುವ ಪ್ರಶಸ್ತಿಗಾಗಿ ತುಮಕೂರು ಜಿಲ್ಲೆ ಹಾಗೂ ಮಧುಗಿರಿ ಶೈಕ್ಷಣಿಕ ಜಿಲ್ಲೆಯಲ್ಲಿ ಉತ್ತಮ ಪರಿಸರವನ್ನು ನಿರ್ವಹಣೆ ಮಾಡಿರುವ ಉತ್ತಮ ಶಾಲೆಗಳಿಗೆ ಮೇಲ್ಕಂಡವರ ಹೆಸರಿನಲ್ಲಿ ಪ್ರಶಸ್ತಿಗಳನ್ನು ನೀಡಲಾಗುವುದು. ಉತ್ತಮ ಪರಿಸರ ನಿರ್ವಹಣೆ ಮಾಡಿರುವ ಶಾಲೆಗಳಿಂದ ಶಾಲಾ ಪರಿಸರ ಪ್ರಶಸ್ತಿಗೆ ಪ್ರಸ್ತಾವನೆ ಸಲ್ಲಿಸಲು ಕೋರಿದೆ. ಪ್ರಶಸ್ತಿಯು ಪ್ರಶಸ್ತಿ ಪತ್ರ, ಫಲಕ, ನಗದು ಬಹುಮಾನವನ್ನು ನೀಡಲಾಗುವುದು. <box>698 120 913 220</box>
article-mantapa-col2: ವಾಸ್ತವತೆಯನ್ನು ತೋರಿಸುವಲ್ಲಿ ಸ್ವಪ್ನ ಮಂಟಪ ಉದಾಹರಣೆಯಾಗಿದೆ ಎಂದರು. ಜಾಗೃತ ಕರ್ನಾಟಕದ ಸಂಚಾಲಕರಾದ ಡಾ. ಕೆ.ಪಿ.ನಟರಾಜ್ ಮಾತನಾಡಿ, ಬರಗೂರು ರಾಮಚಂದ್ರಪ್ಪ ಅವರ ಚಿತ್ರಗಳು ಸಮಾಜದ ಅಸಮಾನತೆಯನ್ನು ಎತ್ತಿ ತೋರಿಸುತ್ತವೆ. ಸಾಮಾಜಿಕ ಸಮಸ್ಯೆಗಳನ್ನು ಕಲಾತ್ಮಕವಾಗಿ ಪ್ರಸ್ತುತಪಡಿಸುವ ಅವರ ಚಿತ್ರಗಳು ಮಾನವೀಯ ಮೌಲ್ಯಗಳನ್ನು ಬಿಂಬಿಸುತ್ತವೆ ಎಂದರು. ಸಿದ್ಧಾರ್ಥ ಮಾಧ್ಯಮ ಅಧ್ಯಯನ ಕೇಂದ್ರದ ಡಾ. ಬಿ.ಟಿ.ಮುದ್ದೇಶ್ ಮಾತನಾಡಿ, ಸಮಾಜದಲ್ಲಿ ಮನುಷ್ಯರ ಮನಸ್ಸುಗಳಲ್ಲಿರುವ ತಲ್ಲಣಗಳನ್ನು ಈ ಚಿತ್ರ ಕಟ್ಟಿಕೊಡುತ್ತದೆ. ಅಸಮಾನತೆಯ ವಿರುದ್ಧ ಧ್ವನಿ ಎತ್ತುವ ಕಥಾವಸ್ತು ಚಿತ್ರದ ಜೀವಾಳವಾಗಿದೆ ಎಂದರು. ಕಾರ್ಯಕ್ರಮದಲ್ಲಿ ಹಲವಾರು ಗಣ್ಯರು, ವಿದ್ಯಾರ್ಥಿಗಳು, ಚಿತ್ರ ಪ್ರೇಮಿಗಳು ಭಾಗವಹಿಸಿದ್ದರು. <box>425 1180 588 1319</box>
article-mantapa-col3: ಕಥಾ ವಸ್ತುವನ್ನು ಇಟ್ಟುಕೊಂಡು ಸಮಾಜಕ್ಕೆ ಒಳ್ಳೆಯ ಸಂದೇಶ ಕೊಡುವ ನಿಟ್ಟಿನಲ್ಲಿ ಪ್ರಾಚೀನದಿಂದ ಆಧುನಿಕ ಕಾಲದವರೆಗೆ ಮಂಟಪದ ಕಥೆಯನ್ನು ಹೇಳಲಾಗಿದೆ. ಚಿತ್ರದಲ್ಲಿ ಬರುವ ಪಾತ್ರಗಳು ತಮ್ಮ ಅಭಿನಯದ ಮೂಲಕ ಪ್ರೇಕ್ಷಕರ ಮನಸೆಳೆಯುತ್ತವೆ. ಹಿರಿಯ ಪತ್ರಕರ್ತ ಎಸ್.ನಾಗಣ್ಣ ಮಾತನಾಡಿ, ಬರಗೂರು ರಾಮಚಂದ್ರಪ್ಪ ಅವರ ಚಿತ್ರಗಳು ಸಾಮಾಜಿಕ ಬದ್ಧತೆ ಹೊಂದಿವೆ. ಸಮಾಜದಲ್ಲಿ ಸ್ತ್ರೀ ಸ್ವಾತಂತ್ರ್ಯ ಹಾಗೂ ಸಮಾನತೆಯ ಸಂದೇಶವನ್ನು ಸಾರುವ ಚಿತ್ರವಿದು ಎಂದರು. ಪ್ರಾಧ್ಯಾಪಕರಾದ ಡಾ. ಬಸವರಾಜು, ಡಾ. ಶಿವಕುಮಾರ್ ಮಾತನಾಡಿ ಚಿತ್ರದ ಕುರಿತು ಅಭಿಪ್ರಾಯ ಹಂಚಿಕೊಂಡರು. ಚಿತ್ರದ ನಿರ್ಮಾಪಕರು, ಕಲಾವಿದರು ಹಾಗೂ ತಂತ್ರಜ್ಞರನ್ನು ಅಭಿನಂದಿಸಲಾಯಿತು. ಸ್ವಪ್ನ ಮಂಟಪ ಚಿತ್ರವು ಅನೇಕ ಪ್ರಶಸ್ತಿಗಳನ್ನು ಗಳಿಸಿದೆ. ಸಮಾಜದ ಕನ್ನಡಿಯಂತೆ ಕೆಲಸ ಮಾಡುವ ಚಿತ್ರವಿದು ಎಂದು ಶ್ಲಾಘಿಸಿದರು. <box>596 1180 764 1319</box>
headline-karate-line1: ಕರಾಟೆ ತರಬೇತಿ : ಮಹಿಳಾ <box>740 792 870 810</box>
column-divider <box>690 540 691 1035</box>
map-label-bengaluru: Bengaluru <box>247 292 299 303</box>
article-mantapa-col4: ಸಂದೇಶವನ್ನು ಹಂದರವನ್ನು ಹೊಂದಿದೆ. ಸ್ವಪ್ನ ಮಂಟಪ ಜನಸಾಮಾನ್ಯರಿಗೆ ತಲುಪುವಂತಾಗಬೇಕು ಪದೇ ಪದೇ ಚಿತ್ರ ನೋಡುವ ಕುತೂಹಲವನ್ನು ಹಿಡಿದಿಟ್ಟು ಕೊಂಡಿದ್ದು ನಾಡೋಜ ಬರಗೂರು ರಾಮಚಂದ್ರಪ್ಪ ನವರು ಎಲ್ಲರೂ ಒಪ್ಪುವಂತಹ ಚಿತ್ರವನ್ನು ನೀಡಿದ್ದಾರೆ ಎಂದರು. ಬರಗೂರು ರಾಮಚಂದ್ರಪ್ಪ ಸ್ನೇಹ ಬಳಗದ ಉಪನ್ಯಾಸಕ ಗೋವಿಂದಯ್ಯನವರು ಮಾತನಾಡಿ ನಮ್ಮ ವ್ಯವಸ್ಥೆಯಲ್ಲಿ ನಡೆಯುವ ಹಲವಾರು ಸಂಘರ್ಷಗಳಿಗೆ ಚಿಕ್ಕ ರೂಪದಲ್ಲಿ ಚಿತ್ರವನ್ನು ನಿರ್ಮಾಣ ಮಾಡಿದ್ದು ಆಧುನಿಕ ಭಾರತೀಯ ವೈಶಿಷ್ಟ್ಯಗಳನ್ನು ನೀಡಿದೆ ಕಲಾತ್ಮಕ ಚಿತ್ರವನ್ನು ನೀಡಿದ್ದು ಸಿನಿಮಾ ಕ್ಷೇತ್ರಕ್ಕೆ ಕೊಡುಗೆ ನೀಡಿದ್ದಾರೆ. ಬರಗೂರು ಅವರ ಚಿತ್ರಗಳು ಕಲಾತ್ಮಕ ಮೌಲ್ಯ ಹೊಂದಿವೆ. ಕಾರ್ಯಕ್ರಮದಲ್ಲಿ ಬರಗೂರು ರಾಮಚಂದ್ರಪ್ಪ ಸ್ನೇಹ ಬಳಗದ ಪದಾಧಿಕಾರಿಗಳು, ಜಿಲ್ಲಾ ಲೇಖಕಿಯರ ಸಂಘದ ಸದಸ್ಯರು, ವಿದ್ಯಾರ್ಥಿಗಳು, ಕಲಾವಿದರು, ರಂಗಕರ್ಮಿಗಳು, ಲೇಖಕರು, ಸಾಹಿತಿಗಳು, ಸಿನಿಮಾ ಪ್ರೇಮಿಗಳು ಭಾಗವಹಿಸಿದ್ದರು. ಬರಗೂರು ಅವರ ಚಿತ್ರಗಳು ಸಮಾಜದ ಕನ್ನಡಿ ಎಂದು ಅಭಿಪ್ರಾಯಪಟ್ಟರು. <box>772 1076 912 1280</box>
article-mantapa-col1: ತುಮಕೂರು: ನಾಡೋಜ ಸಾಹಿತ್ಯ ರತ್ನ ನಾಡು ಚಿತ್ರ ಪುರಸ್ಕೃತ ಚಿತ್ರ ನಿರ್ದೇಶಕ ಕಲ್ಪತರು ರತ್ನ ಬರಗೂರು ರಾಮಚಂದ್ರಪ್ಪ ಅವರು ಸಿನಿಮಾ ಮಾಧ್ಯಮದ ಸಾಮಾಜಿಕ ಕಳಕಳಿಯ ಕ್ಷೇತ್ರಗಳಲ್ಲಿ ಅನೇಕ ಕೊಡುಗೆಗಳನ್ನು ನೀಡಿದ್ದು ಎಲ್ಲರ ಮನಸ್ಸಿನಲ್ಲಿ ಉಳಿಯುವಂತಹ ಚಿತ್ರಗಳನ್ನು ನಿರ್ಮಿಸಿ, ನಿರ್ದೇಶಿಸಿದ್ದಾರೆ ಅವರ ಸ್ವಪ್ನ ಮಂಟಪ ಎಂಬ ಕಾದಂಬರಿ ಆಧಾರಿತ ಚಿತ್ರ ತುಮಕೂರಿನಲ್ಲಿ ಪ್ರದರ್ಶನ ಕಂಡಿತು. ಬರಗೂರು ರಾಮಚಂದ್ರಪ್ಪ ಅವರ ಸ್ನೇಹ ಬಳಗ ಮತ್ತು ಸಿದ್ಧಾರ್ಥ ಮಾಧ್ಯಮ ಅಧ್ಯಯನ ಕೇಂದ್ರದ ಸಹಯೋಗದೊಂದಿಗೆ ಚಾಣಕ್ಯ ಬ್ಲಾಕ್ ನ ಸಭಾಂಗಣದಲ್ಲಿ ಆಯೋಜಿಸಲಾಗಿದ್ದ ಸ್ವಪ್ನ ಮಂಟಪ ಚಲನಚಿತ್ರ ಪ್ರದರ್ಶನ ಕಾರ್ಯಕ್ರಮದ ಅಧ್ಯಕ್ಷತೆ ವಹಿಸಿ ಮಾತನಾಡಿದರು. ಬರಗೂರು ರಾಮಚಂದ್ರಪ್ಪ ಸ್ನೇಹ ಬಳಗದ ಅಧ್ಯಕ್ಷರು, ಸಿದ್ಧಾರ್ಥ ಮಾಧ್ಯಮ ಅಧ್ಯಯನ ಕೇಂದ್ರದ ನಿರ್ದೇಶಕರು ಹಾಗೂ ಸಿನಿಮಾ ಆಸಕ್ತರು ಪಾಲ್ಗೊಂಡಿದ್ದರು. ಚಿತ್ರ ನಿರ್ಮಾಣದ ಹಿಂದಿನ ಶ್ರಮ ಹಾಗೂ ಸಾಮಾಜಿಕ ಸಂದೇಶವನ್ನು ಅರ್ಥಮಾಡಿಕೊಳ್ಳಬೇಕು. ಚಿತ್ರದಲ್ಲಿ ಬರುವ ಪಾತ್ರಗಳು ಸಮಾಜದ ವಾಸ್ತವಿಕ ಚಿತ್ರಣವನ್ನು ಕಟ್ಟಿಕೊಡುತ್ತವೆ. ಚಿತ್ರ ವೀಕ್ಷಣೆಯ ನಂತರ ಸಂವಾದ ನಡೆಯಿತು. <box>282 1076 417 1319</box>
advertisement-box[interactable] <box>46 1372 236 1424</box>
headline-auction: ಸೆ.8ರಂದು ದ್ವಿಚಕ್ರ ವಾಹನಗಳ ಬಹಿರಂಗ ಹರಾಜು <box>59 1261 223 1307</box>
page-number-value: 3 <box>898 29 910 48</box>
page-number <box>884 29 910 48</box>
map-label-india: India <box>228 265 246 273</box>
caption-handball-team: ತುರುವೇಕೆರೆ ತಾಲ್ಲೂಕು ಮಾಯಸಂದ್ರದ ಎಸ್‌ಬಿಜಿ ವಿದ್ಯಾಲಯದ ಕ್ರೀಡಾಪಟುಗಳು ನಡೆದ ಶಾಲಾ ಶಿಕ್ಷಣ ಇಲಾಖೆಯ ಆಶ್ರಯದಲ್ಲಿ ನಡೆದ 14 ಮತ್ತು 17ವರ್ಷ ವಯೋಮಾನದ ಮಕ್ಕಳ ಜಿಲ್ಲಾ ಮಟ್ಟದ ಹ್ಯಾಂಡ್ ಬಾಲ್ ಕ್ರೀಡಾಕೂಟದಲ್ಲಿ ಎಸ್.ಬಿ.ಜಿ ವಿದ್ಯಾಲಯದ ಮಕ್ಕಳು ವಿಜೇತರಾಗಿ ರಾಜ್ಯ ಮಟ್ಟಕ್ಕೆ ಆಯ್ಕೆಯಾಗಿದ್ದು ವಿಜೇತ ತಂಡದ ಕ್ರೀಡಾಪಟುಗಳನ್ನು ಶಾಲಾ ಆಡಳಿತ ಮಂಡಳಿ ಅಭಿನಂದಿಸಿದೆ. ವಿಜೇತ ಕ್ರೀಡಾಪಟುಗಳಿಗೆ ಶ್ರೀ ಬಾಲಗಂಗಾಧರನಾಥ ಸ್ವಾಮೀಜಿ ಪ್ರಧಾನ ಕಾರ್ಯದರ್ಶಿಗಳಾದ ಪ್ರಸನ್ನನಾಥ ಸ್ವಾಮೀಜಿ, ಆಡಳಿತಾಧಿಕಾರಿ ಹಾಗೂ ಮುಖ್ಯ ಶಿಕ್ಷಕರು ಶುಭ ಹಾರೈಸಿದರು. ಈ ಸಾಧನೆ ಮಾಡಿದ ಮಕ್ಕಳನ್ನು ಅಭಿನಂದಿಸಿದರು. <box>699 674 911 761</box>
ad-phone: 9901764372 <box>122 1409 199 1422</box>
headline-hallikara: ಜನಗಣತಿಯಲ್ಲಿ 'ಹಳ್ಳಿಕಾರ' ಎಂದು ಬರೆಸಲು ಸಲಹೆ <box>50 560 236 605</box>
map-label-bn-badge: Bn <box>228 289 237 296</box>
page-prefix: ಪುಟ- <box>884 37 899 46</box>
map-label-china: China <box>315 206 335 214</box>
map-overlay <box>200 110 517 312</box>
map-label-nagoya: Nagoya <box>456 196 495 207</box>
brand-name: ಪ್ರಜಾ ಕಹಳೆ <box>30 32 83 48</box>
